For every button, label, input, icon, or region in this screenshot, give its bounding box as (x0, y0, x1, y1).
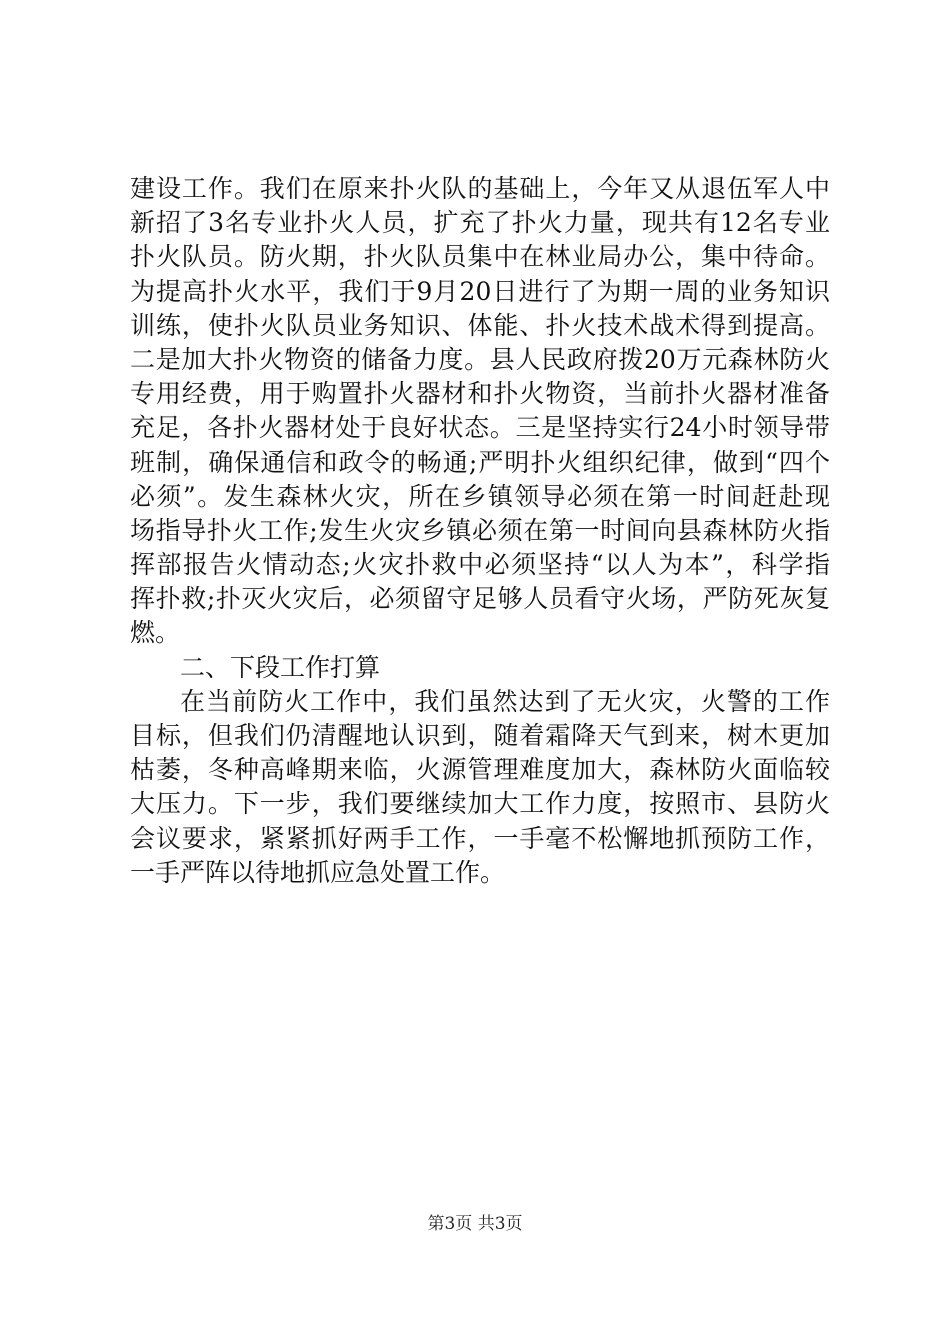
text-line: 在当前防火工作中，我们虽然达到了无火灾，火警的工作 (180, 686, 830, 716)
text-line: 建设工作。我们在原来扑火队的基础上，今年又从退伍军人中 (130, 174, 830, 203)
text-line: 扑火队员。防火期，扑火队员集中在林业局办公，集中待命。 (130, 242, 830, 272)
text-line: 新招了3名专业扑火人员，扩充了扑火力量，现共有12名专业 (130, 208, 830, 238)
text-line: 会议要求，紧紧抓好两手工作，一手毫不松懈地抓预防工作， (130, 823, 830, 853)
text-line: 必须”。发生森林火灾，所在乡镇领导必须在第一时间赶赴现 (130, 481, 830, 511)
text-line: 挥部报告火情动态;火灾扑救中必须坚持“以人为本”，科学指 (130, 550, 830, 580)
text-line: 场指导扑火工作;发生火灾乡镇必须在第一时间向县森林防火指 (130, 515, 830, 545)
text-line: 挥扑救;扑灭火灾后，必须留守足够人员看守火场，严防死灰复 (130, 584, 830, 614)
text-line: 大压力。下一步，我们要继续加大工作力度，按照市、县防火 (130, 789, 830, 819)
text-line: 二、下段工作打算 (180, 652, 381, 682)
text-line: 专用经费，用于购置扑火器材和扑火物资，当前扑火器材准备 (130, 379, 830, 409)
text-line: 训练，使扑火队员业务知识、体能、扑火技术战术得到提高。 (130, 310, 830, 340)
text-line: 目标，但我们仍清醒地认识到，随着霜降天气到来，树木更加 (130, 721, 830, 750)
text-line: 班制，确保通信和政令的畅通;严明扑火组织纪律，做到“四个 (130, 447, 830, 477)
text-line: 枯萎，冬种高峰期来临，火源管理难度加大，森林防火面临较 (130, 755, 830, 785)
text-line: 一手严阵以待地抓应急处置工作。 (130, 857, 506, 887)
page-footer: 第3页 共3页 (427, 1214, 523, 1234)
text-line: 燃。 (130, 618, 181, 648)
text-line: 为提高扑火水平，我们于9月20日进行了为期一周的业务知识 (130, 276, 830, 306)
text-line: 二是加大扑火物资的储备力度。县人民政府拨20万元森林防火 (130, 344, 830, 374)
document-body (130, 172, 830, 890)
text-line: 充足，各扑火器材处于良好状态。三是坚持实行24小时领导带 (130, 413, 830, 443)
